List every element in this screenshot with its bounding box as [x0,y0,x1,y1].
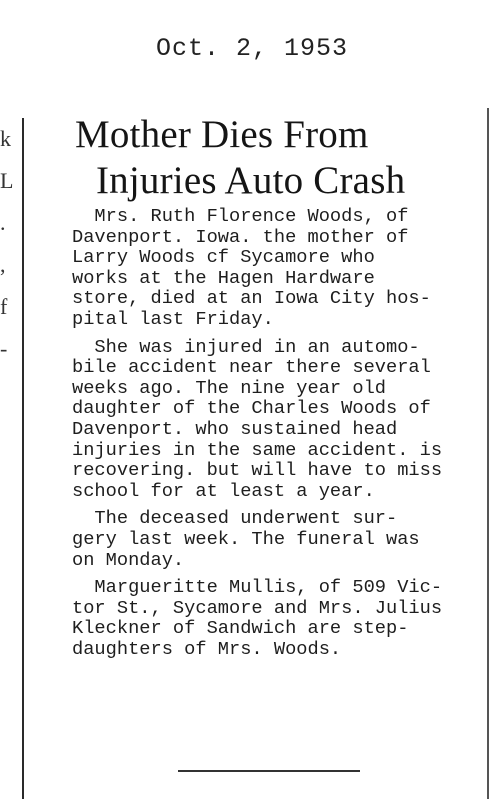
text-line: Mrs. Ruth Florence Woods, of [72,205,409,227]
text-line: on Monday. [72,548,185,571]
text-line: works at the Hagen Hardware [72,266,375,289]
fragment-text: k [0,126,11,151]
text-line: Margueritte Mullis, of 509 Vic- [72,576,443,599]
text-line: daughters of Mrs. Woods. [72,637,342,660]
fragment-text: L [0,168,14,193]
fragment-text: - [0,336,8,361]
fragment-text: , [0,252,6,277]
text-line: She was injured in an automo- [72,335,420,358]
right-column-rule [487,108,489,799]
text-line: Davenport. who sustained head [72,417,398,440]
left-column-fragments [0,118,20,370]
text-line: gery last week. The funeral was [72,527,420,550]
headline [60,112,490,204]
text-line: Larry Woods cf Sycamore who [72,246,375,269]
paragraph-1 [72,206,480,330]
headline-line-2: Injuries Auto Crash [96,159,406,202]
text-line: school for at least a year. [72,479,375,502]
text-line: bile accident near there several [72,356,431,379]
fragment-text: f [0,294,8,319]
text-line: daughter of the Charles Woods of [72,397,431,420]
text-line: Kleckner of Sandwich are step- [72,617,409,640]
fragment-text: . [0,210,6,235]
headline-line-1: Mother Dies From [75,113,369,156]
text-line: Davenport. Iowa. the mother of [72,225,409,248]
text-line: The deceased underwent sur- [72,507,398,530]
paragraph-4 [72,577,480,659]
bottom-rule [178,770,360,772]
text-line: recovering. but will have to miss [72,459,443,482]
paragraph-3 [72,508,480,570]
text-line: injuries in the same accident. is [72,438,443,461]
clipping-date: Oct. 2, 1953 [155,34,349,63]
article-body [72,206,480,666]
text-line: pital last Friday. [72,307,274,330]
text-line: tor St., Sycamore and Mrs. Julius [72,596,443,619]
text-line: store, died at an Iowa City hos- [72,287,431,310]
left-column-rule [22,118,24,799]
paragraph-2 [72,337,480,502]
text-line: weeks ago. The nine year old [72,376,387,399]
